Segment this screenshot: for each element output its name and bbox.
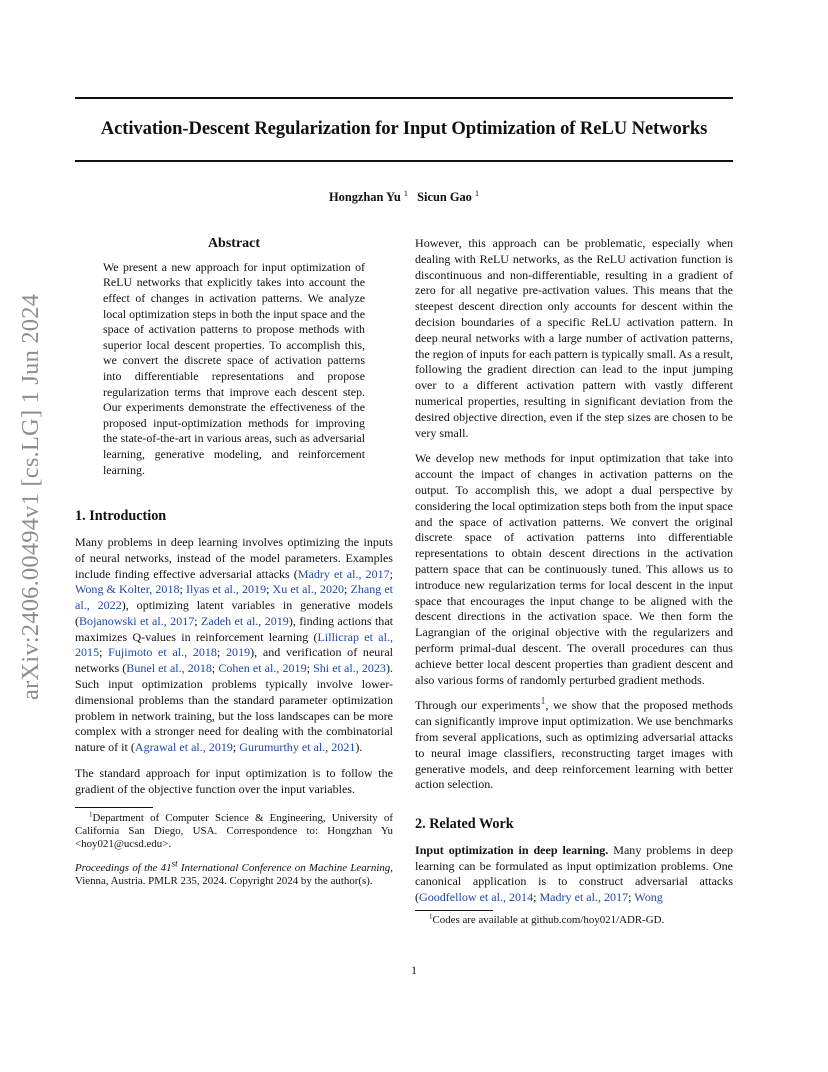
text-run: ). Such input optimization problems typically involve lower-dimensional problems than the standard parameter optimization problem in network training, but the loss landscapes can be more complex with a stronger need for dealing with the combinatorial nature of it (	[75, 661, 393, 755]
proceedings-rest: , Vienna, Austria. PMLR 235, 2024. Copyright 2024 by the author(s).	[75, 861, 393, 888]
experiments-text-pre: Through our experiments	[415, 698, 541, 713]
code-footnote-mark: 1	[429, 912, 433, 921]
citation-link[interactable]: Gurumurthy et al., 2021	[239, 740, 356, 755]
citation-link[interactable]: Bojanowski et al., 2017	[79, 613, 195, 628]
intro-paragraph-1	[75, 535, 393, 756]
proceedings-italic-post: International Conference on Machine Learning	[177, 861, 391, 874]
related-work-heading: 2. Related Work	[415, 816, 514, 833]
paper-title: Activation-Descent Regularization for Input Optimization of ReLU Networks	[100, 118, 708, 139]
author-name: Sicun Gao	[417, 190, 472, 204]
text-run: ), and verification of neural networks (	[75, 645, 394, 676]
text-run: ;	[194, 613, 202, 628]
citation-link[interactable]: Ilyas et al., 2019	[185, 582, 267, 597]
author-list	[75, 190, 733, 205]
code-footnote	[415, 914, 733, 927]
experiments-text-post: , we show that the proposed methods can significantly improve input optimization. We use benchmarks from several applications, such as optimizing adversarial attacks to neural image classifiers, reconstructing target images with generative models, and deep reinforcement learning with better action selection.	[415, 698, 733, 792]
citation-link[interactable]: Shi et al., 2023	[313, 661, 386, 676]
author-affil-mark: 1	[403, 188, 408, 198]
citation-link[interactable]: Agrawal et al., 2019	[134, 740, 233, 755]
code-footnote-text: Codes are available at github.com/hoy021/ADR-GD.	[432, 914, 665, 927]
proceedings-ordinal-sup: st	[171, 858, 178, 869]
text-run: ), optimizing latent variables in generative models (	[75, 598, 393, 628]
text-run: ;	[628, 890, 635, 905]
citation-link[interactable]: Wong	[634, 890, 663, 905]
citation-link[interactable]: Goodfellow et al., 2014	[419, 890, 534, 905]
right-paragraph-1: However, this approach can be problematic, especially when dealing with ReLU networks, as the ReLU activation function is discontinuous and non-differentiable, resulting in a gradient of zero for all negative pre-activation values. This means that the steepest descent direction only accounts for descent within the decision boundaries of a specific ReLU activation pattern. In deep neural networks with a large number of activation patterns, the region of inputs for each pattern is typically small. As a result, following the gradient direction can lead to the input jumping over to a different activation pattern with vastly different numerical properties, resulting in significant deviation from the desired objective direction, even if the step sizes are chosen to be very small.	[415, 236, 733, 440]
abstract-text: We present a new approach for input optimization of ReLU networks that explicitly takes into account the effect of changes in activation patterns. We analyze local optimization steps in both the input space and the space of activation patterns to propose methods with superior local descent properties. To accomplish this, we convert the discrete space of activation patterns into differentiable representations and propose regularization terms that improve each descent step. Our experiments demonstrate the effectiveness of the proposed input-optimization methods for improving the state-of-the-art in various areas, such as adversarial learning, generative modeling, and reinforcement learning.	[103, 259, 365, 477]
proceedings-note	[75, 858, 393, 889]
abstract-heading: Abstract	[207, 236, 261, 251]
citation-link[interactable]: 2019	[226, 645, 251, 660]
title-bottom-rule	[75, 160, 733, 162]
code-footnote-rule	[415, 910, 493, 911]
related-work-paragraph	[415, 843, 733, 906]
proceedings-italic-pre: Proceedings of the	[75, 861, 161, 874]
citation-link[interactable]: Bunel et al., 2018	[126, 661, 212, 676]
top-rule	[75, 97, 733, 99]
citation-link[interactable]: Wong & Kolter, 2018	[75, 582, 180, 597]
page-number: 1	[411, 963, 417, 977]
footnote-rule	[75, 807, 153, 808]
citation-link[interactable]: Xu et al., 2020	[272, 582, 345, 597]
text-run: ;	[211, 661, 219, 676]
text-run: ;	[389, 566, 393, 581]
text-run: ;	[216, 645, 227, 660]
text-run: ;	[306, 661, 314, 676]
right-paragraph-3	[415, 698, 733, 793]
text-run: ;	[533, 890, 540, 905]
text-run: ;	[344, 582, 351, 597]
text-run: Many problems in deep learning involves optimizing the inputs of neural networks, instead of the model parameters. Examples include finding effective adversarial attacks (	[75, 534, 393, 581]
text-run: ;	[232, 740, 240, 755]
footnote-mark: 1	[89, 810, 93, 819]
citation-link[interactable]: Fujimoto et al., 2018	[108, 645, 217, 660]
citation-link[interactable]: Lillicrap et al., 2015	[75, 629, 393, 660]
proceedings-ordinal: 41	[160, 861, 172, 874]
citation-link[interactable]: Zadeh et al., 2019	[201, 613, 289, 628]
citation-link[interactable]: Zhang et al., 2022	[75, 582, 394, 613]
author-name: Hongzhan Yu	[328, 190, 401, 204]
citation-link[interactable]: Madry et al., 2017	[297, 566, 390, 581]
related-citations	[419, 890, 663, 904]
text-run: ).	[355, 740, 363, 755]
text-run: ), finding actions that maximizes Q-values in reinforcement learning (	[75, 613, 394, 644]
left-column	[75, 236, 393, 889]
right-paragraph-2: We develop new methods for input optimization that take into account the impact of changes in activation patterns on the output. To accomplish this, we adopt a dual perspective by considering the local optimization steps both from the input space and the space of activation patterns. We convert the original discrete space of activation patterns into differentiable representations to obtain descent directions in the activation pattern space that can be continuously tuned. This allows us to introduce new regularization terms for local descent in the input space that encourages the input change to be aligned with the descent directions in the activation space. We then form the Lagrangian of the original objective with the regularizers and perform primal-dual descent. The overall procedures can thus achieve better local descent properties than gradient descent and also various forms of randomly perturbed gradient methods.	[415, 451, 733, 687]
arxiv-identifier: arXiv:2406.00494v1 [cs.LG] 1 Jun 2024	[17, 293, 44, 700]
related-text: Many problems in deep learning can be formulated as input optimization problems. One canonical application is to construct adversarial attacks (	[415, 842, 733, 905]
related-bold-lead: Input optimization in deep learning.	[415, 842, 609, 857]
text-run: ;	[266, 582, 273, 597]
affiliation-footnote	[75, 812, 393, 852]
citation-link[interactable]: Madry et al., 2017	[539, 890, 629, 905]
right-column	[415, 236, 733, 927]
text-run: ;	[99, 645, 109, 660]
intro-heading: 1. Introduction	[75, 508, 167, 525]
intro-paragraph-2: The standard approach for input optimization is to follow the gradient of the objective function over the input variables.	[75, 766, 393, 796]
author-affil-mark: 1	[475, 188, 479, 198]
affiliation-text: Department of Computer Science & Engineering, University of California San Diego, USA. Correspondence to: Hongzhan Yu <hoy021@ucsd.edu>.	[75, 811, 393, 851]
citation-link[interactable]: Cohen et al., 2019	[218, 661, 307, 676]
footnote-link[interactable]: 1	[540, 696, 546, 708]
text-run: ;	[179, 582, 186, 597]
